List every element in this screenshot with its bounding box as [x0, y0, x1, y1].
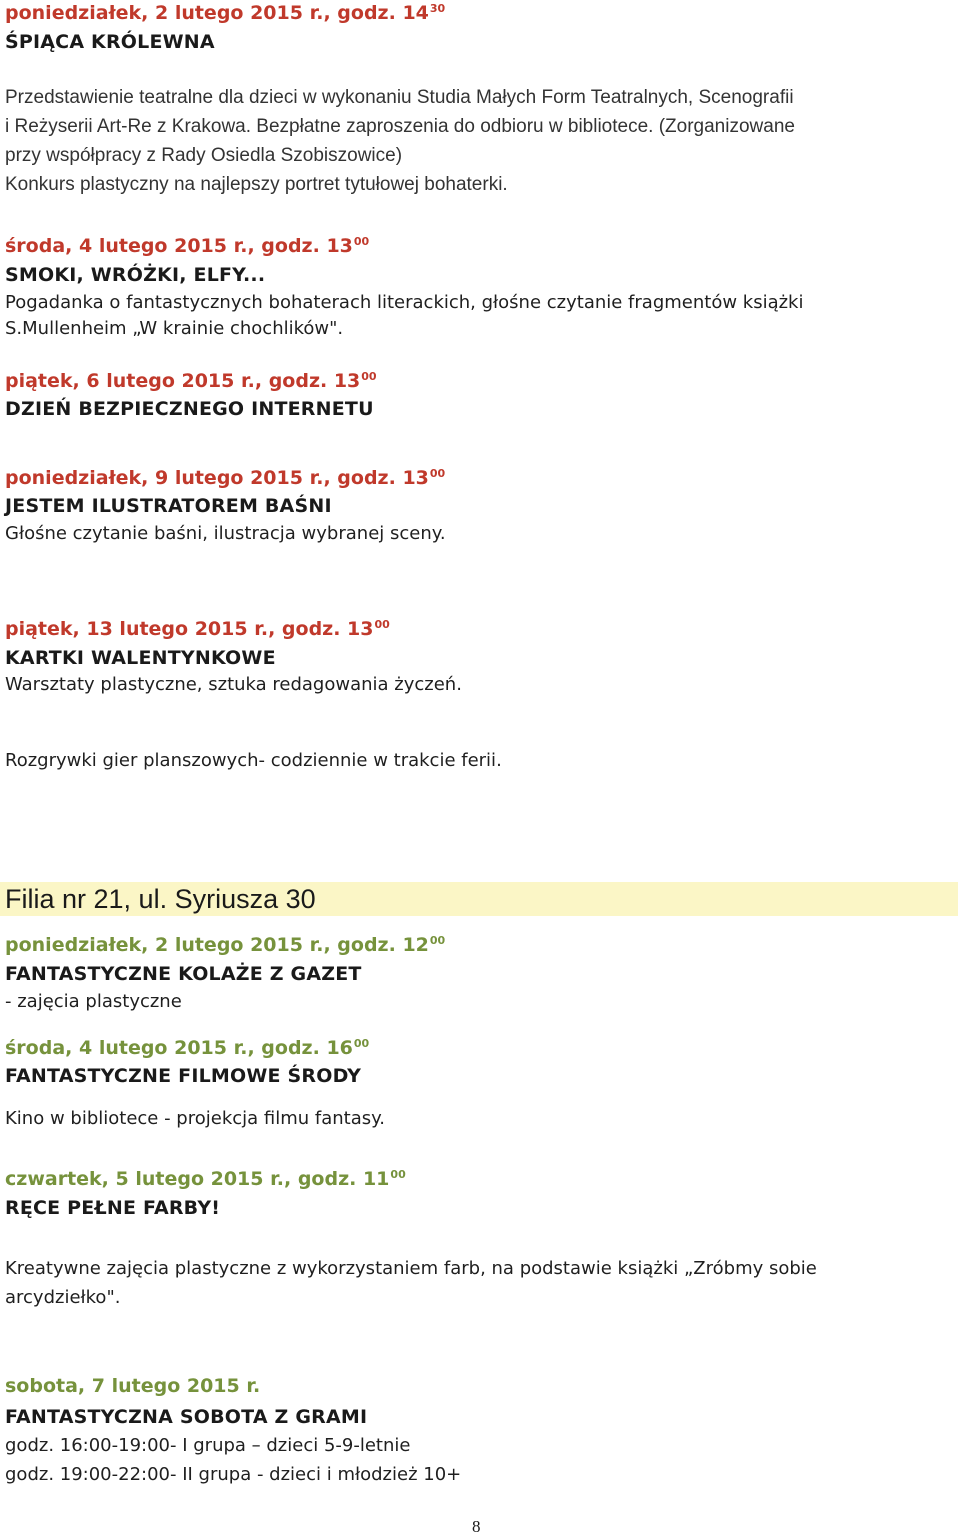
event-date: środa, 4 lutego 2015 r., godz. $13^{00}$ — [5, 235, 370, 257]
event-date: piątek, 13 lutego 2015 r., godz. $13^{00}$ — [5, 618, 390, 640]
section-banner — [0, 882, 958, 916]
event-title: ŚPIĄCA KRÓLEWNA — [5, 31, 215, 53]
event-description: przy współpracy z Rady Osiedla Szobiszowice) — [5, 145, 403, 166]
event-date: czwartek, 5 lutego 2015 r., godz. $11^{00}$ — [5, 1168, 406, 1190]
event-title: SMOKI, WRÓŻKI, ELFY... — [5, 264, 266, 286]
event-description: Pogadanka o fantastycznych bohaterach literackich, głośne czytanie fragmentów książki — [5, 292, 804, 313]
event-title: KARTKI WALENTYNKOWE — [5, 647, 276, 669]
event-description: Warsztaty plastyczne, sztuka redagowania życzeń. — [5, 674, 462, 695]
event-description: Kino w bibliotece - projekcja filmu fantasy. — [5, 1108, 385, 1129]
event-date: piątek, 6 lutego 2015 r., godz. $13^{00}$ — [5, 370, 377, 392]
page-number: 8 — [472, 1517, 481, 1536]
event-date: poniedziałek, 2 lutego 2015 r., godz. $14^{30}$ — [5, 2, 446, 24]
event-title: FANTASTYCZNE FILMOWE ŚRODY — [5, 1065, 362, 1087]
event-description: Kreatywne zajęcia plastyczne z wykorzystaniem farb, na podstawie książki „Zróbmy sobie — [5, 1258, 817, 1279]
event-title: JESTEM ILUSTRATOREM BAŚNI — [5, 495, 332, 517]
event-title: FANTASTYCZNA SOBOTA Z GRAMI — [5, 1406, 368, 1428]
games-note: Rozgrywki gier planszowych- codziennie w trakcie ferii. — [5, 750, 502, 771]
event-description: i Reżyserii Art-Re z Krakowa. Bezpłatne zaproszenia do odbioru w bibliotece. (Zorganizowane — [5, 116, 795, 137]
event-description: S.Mullenheim „W krainie chochlików". — [5, 318, 344, 339]
event-date: środa, 4 lutego 2015 r., godz. $16^{00}$ — [5, 1037, 370, 1059]
event-date: sobota, 7 lutego 2015 r. — [5, 1375, 261, 1397]
event-description: Głośne czytanie baśni, ilustracja wybranej sceny. — [5, 523, 446, 544]
event-title: FANTASTYCZNE KOLAŻE Z GAZET — [5, 963, 362, 985]
event-description: Konkurs plastyczny na najlepszy portret tytułowej bohaterki. — [5, 174, 508, 195]
event-description: arcydziełko". — [5, 1287, 121, 1308]
section-title: Filia nr 21, ul. Syriusza 30 — [5, 884, 316, 914]
event-title: DZIEŃ BEZPIECZNEGO INTERNETU — [5, 398, 374, 420]
event-description: Przedstawienie teatralne dla dzieci w wykonaniu Studia Małych Form Teatralnych, Scenografii — [5, 87, 794, 108]
event-description: godz. 19:00-22:00- II grupa - dzieci i młodzież 10+ — [5, 1464, 462, 1485]
event-date: poniedziałek, 9 lutego 2015 r., godz. $13^{00}$ — [5, 467, 446, 489]
event-date: poniedziałek, 2 lutego 2015 r., godz. $12^{00}$ — [5, 934, 446, 956]
event-description: godz. 16:00-19:00- I grupa – dzieci 5-9-letnie — [5, 1435, 411, 1456]
event-title: RĘCE PEŁNE FARBY! — [5, 1197, 221, 1219]
event-description: - zajęcia plastyczne — [5, 991, 182, 1012]
